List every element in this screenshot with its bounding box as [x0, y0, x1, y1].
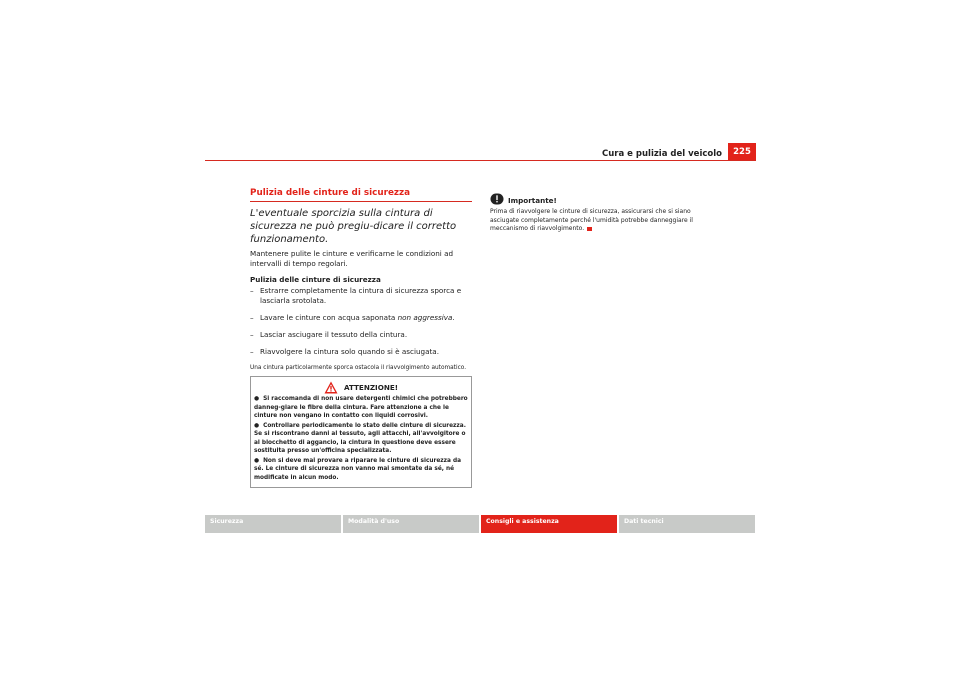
step-text: Lavare le cinture con acqua saponata — [260, 313, 396, 322]
step-item: – Riavvolgere la cintura solo quando si è asciugata. — [250, 347, 439, 356]
step-item: – Lasciar asciugare il tessuto della cintura. — [250, 330, 408, 339]
important-title: Importante! — [508, 196, 557, 205]
warning-item: ● Si raccomanda di non usare detergenti chimici che potrebbero danneg-giare le fibre della cintura. Fare attenzione a che le cinture non vengano in contatto con liquidi corrosivi. — [254, 396, 468, 419]
warning-item: ● Non si deve mai provare a riparare le cinture di sicurezza da sé. Le cinture di sicurezza non vanno mai smontate da sé, né modificate in alcun modo. — [254, 457, 462, 481]
section-title: Pulizia delle cinture di sicurezza — [250, 188, 411, 198]
left-column — [250, 188, 472, 488]
warning-item: ● Controllare periodicamente lo stato delle cinture di sicurezza. Se si riscontrano danni al tessuto, agli attacchi, all'avvolgitore o al blocchetto di aggancio, la cintura in questione deve essere sostituita presso un'officina specializzata. — [254, 422, 466, 454]
important-header — [490, 192, 714, 205]
body-paragraph: Mantenere pulite le cinture e verificarne le condizioni ad intervalli di tempo regolari. — [250, 249, 454, 268]
end-mark-icon — [587, 227, 592, 231]
important-text: Prima di riavvolgere le cinture di sicurezza, assicurarsi che si siano asciugate completamente perché l'umidità potrebbe danneggiare il meccanismo di riavvolgimento. — [490, 208, 693, 232]
page-number: 225 — [728, 143, 756, 161]
procedure-heading: Pulizia delle cinture di sicurezza — [250, 275, 381, 284]
step-item: – Estrarre completamente la cintura di sicurezza sporca e lasciarla srotolata. — [250, 286, 472, 306]
header-rule — [205, 160, 756, 161]
step-item: – Lavare le cinture con acqua saponata non aggressiva. — [250, 313, 455, 322]
tab-dati-tecnici[interactable]: Dati tecnici — [619, 515, 755, 533]
tab-sicurezza[interactable]: Sicurezza — [205, 515, 341, 533]
step-text: Riavvolgere la cintura solo quando si è asciugata. — [260, 347, 439, 356]
caption: Una cintura particolarmente sporca ostacola il riavvolgimento automatico. — [250, 365, 467, 371]
tab-modalita-uso[interactable]: Modalità d'uso — [343, 515, 479, 533]
running-title: Cura e pulizia del veicolo — [602, 149, 722, 159]
warning-title: ATTENZIONE! — [343, 382, 399, 392]
step-text: Lasciar asciugare il tessuto della cintura. — [260, 330, 408, 339]
section-rule — [250, 201, 472, 202]
intro-text: L'eventuale sporcizia sulla cintura di sicurezza ne può pregiu-dicare il corretto funzionamento. — [250, 208, 457, 245]
tab-consigli-assistenza[interactable]: Consigli e assistenza — [481, 515, 617, 533]
warning-header — [254, 379, 468, 395]
step-emphasis: non aggressiva — [397, 313, 453, 322]
warning-triangle-icon — [324, 381, 338, 394]
right-column — [490, 192, 714, 234]
warning-box — [250, 376, 472, 488]
step-text-wrap: Lavare le cinture con acqua saponata non aggressiva. — [260, 313, 455, 322]
exclamation-circle-icon — [490, 193, 504, 205]
step-text: Estrarre completamente la cintura di sicurezza sporca e lasciarla srotolata. — [260, 286, 462, 305]
